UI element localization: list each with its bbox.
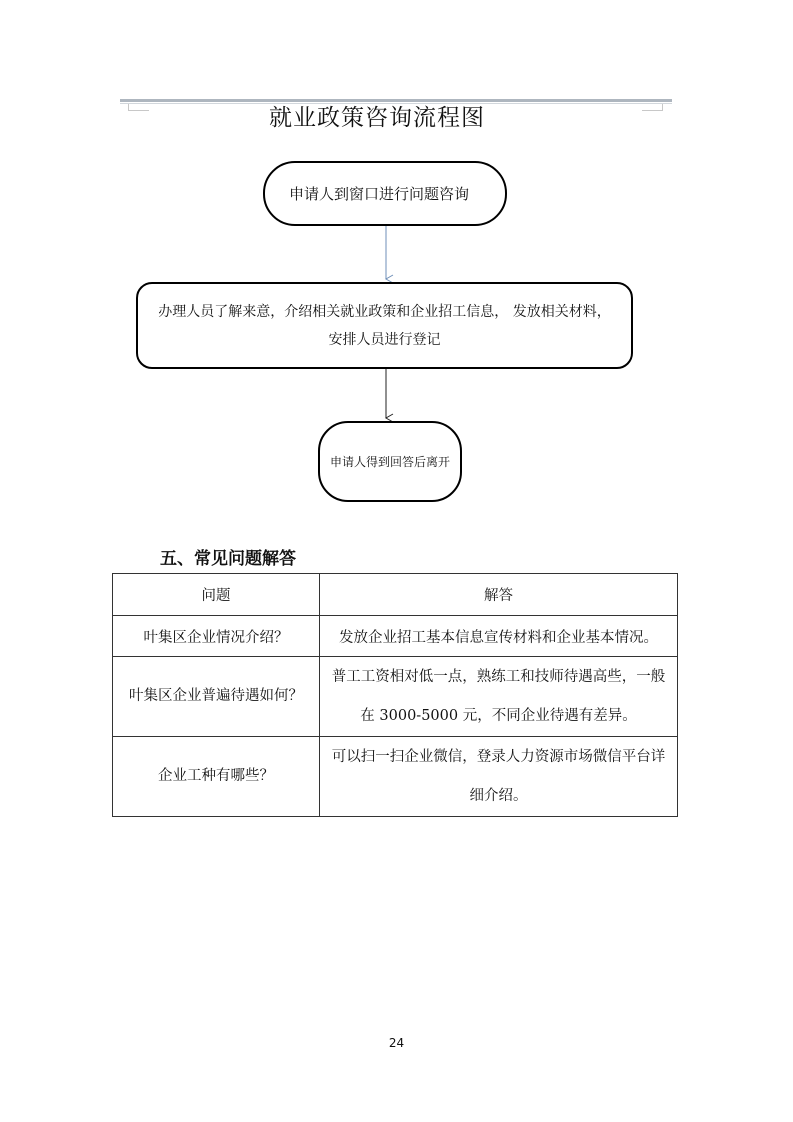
- faq-answer-cell: 可以扫一扫企业微信，登录人力资源市场微信平台详细介绍。: [320, 737, 678, 817]
- table-row: [113, 737, 678, 817]
- flow-step-handle: [136, 282, 633, 369]
- flow-step-leave-text: 申请人得到回答后离开: [330, 454, 451, 469]
- flow-step-leave: [318, 421, 462, 502]
- table-row: [113, 657, 678, 737]
- faq-column-answer: 解答: [320, 574, 678, 616]
- faq-table: [112, 573, 678, 817]
- faq-column-question: 问题: [113, 574, 320, 616]
- faq-answer-cell: 普工工资相对低一点，熟练工和技师待遇高些，一般在 3000-5000 元，不同企业待遇有差异。: [320, 657, 678, 737]
- page-number: 24: [388, 1036, 405, 1050]
- flow-step-consult: [263, 161, 507, 226]
- faq-heading: 五、常见问题解答: [160, 549, 296, 569]
- page-title: 就业政策咨询流程图: [269, 105, 485, 131]
- flow-step-handle-text: 办理人员了解来意，介绍相关就业政策和企业招工信息， 发放相关材料，安排人员进行登记: [158, 303, 611, 348]
- faq-header-row: [113, 574, 678, 616]
- table-row: [113, 616, 678, 657]
- faq-answer-cell: 发放企业招工基本信息宣传材料和企业基本情况。: [320, 616, 678, 657]
- faq-question-cell: 叶集区企业情况介绍？: [113, 616, 320, 657]
- flow-step-consult-text: 申请人到窗口进行问题咨询: [288, 184, 469, 203]
- faq-question-cell: 企业工种有哪些？: [113, 737, 320, 817]
- faq-question-cell: 叶集区企业普遍待遇如何？: [113, 657, 320, 737]
